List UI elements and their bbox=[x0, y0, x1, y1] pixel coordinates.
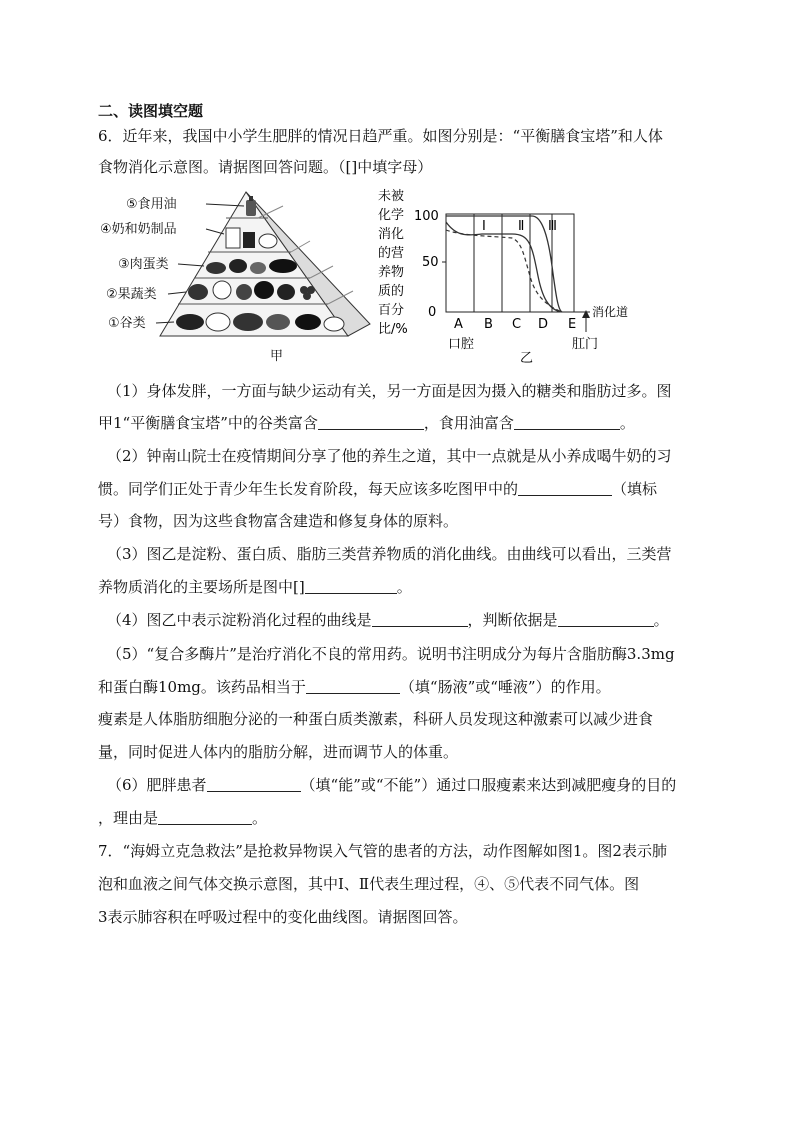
svg-text:化学: 化学 bbox=[378, 208, 405, 223]
pyramid-label-milk: ④奶和奶制品 bbox=[100, 222, 177, 237]
svg-text:的营: 的营 bbox=[378, 246, 405, 261]
answer-blank-enzyme-equivalent[interactable] bbox=[306, 679, 400, 694]
segment-e: E bbox=[568, 317, 577, 332]
answer-blank-food-level[interactable] bbox=[518, 481, 612, 496]
pyramid-label-oil: ⑤食用油 bbox=[126, 197, 177, 212]
figure-jia-caption: 甲 bbox=[270, 349, 284, 364]
food-pyramid-figure bbox=[98, 186, 380, 364]
segment-b: B bbox=[484, 317, 493, 332]
q7-line3: 3表示肺容积在呼吸过程中的变化曲线图。请据图回答。 bbox=[98, 908, 468, 926]
q6-part3-line1: （3）图乙是淀粉、蛋白质、脂肪三类营养物质的消化曲线。由曲线可以看出，三类营 bbox=[107, 545, 672, 563]
curve-label-iii: Ⅲ bbox=[548, 219, 557, 234]
q6-part1-line1: （1）身体发胖，一方面与缺少运动有关，另一方面是因为摄入的糖类和脂肪过多。图 bbox=[107, 382, 672, 400]
pyramid-label-grain: ①谷类 bbox=[108, 316, 146, 331]
curve-label-ii: Ⅱ bbox=[518, 219, 525, 234]
q6-part6-line2: ，理由是 。 bbox=[98, 809, 268, 827]
end-label-anus: 肛门 bbox=[572, 337, 599, 352]
svg-text:百分: 百分 bbox=[378, 303, 405, 318]
svg-text:消化: 消化 bbox=[378, 227, 405, 242]
figure-yi-caption: 乙 bbox=[520, 351, 534, 364]
segment-a: A bbox=[454, 317, 463, 332]
segment-c: C bbox=[512, 317, 522, 332]
start-label-mouth: 口腔 bbox=[448, 337, 475, 352]
answer-blank-digestion-site[interactable] bbox=[305, 579, 397, 594]
q6-part2-line3: 号）食物，因为这些食物富含建造和修复身体的原料。 bbox=[98, 512, 459, 530]
q6-part3-line2: 养物质消化的主要场所是图中[] 。 bbox=[98, 578, 412, 596]
ytick-0: 0 bbox=[428, 305, 437, 320]
answer-blank-reason-leptin[interactable] bbox=[158, 810, 252, 825]
pyramid-label-fruit-veg: ②果蔬类 bbox=[106, 287, 157, 302]
svg-text:养物: 养物 bbox=[378, 265, 405, 280]
q6-part1-line2: 甲1“平衡膳食宝塔”中的谷类富含 ，食用油富含 。 bbox=[98, 414, 635, 432]
section-heading: 二、读图填空题 bbox=[98, 102, 204, 120]
answer-blank-can-or-cannot[interactable] bbox=[207, 777, 301, 792]
svg-text:比/%: 比/% bbox=[378, 322, 408, 337]
curve-label-i: Ⅰ bbox=[482, 219, 486, 234]
q6-part5-line2: 和蛋白酶10mg。该药品相当于 （填“肠液”或“唾液”）的作用。 bbox=[98, 678, 611, 696]
answer-blank-starch-curve[interactable] bbox=[372, 612, 468, 627]
answer-blank-oil-nutrient[interactable] bbox=[514, 415, 620, 430]
q6-part6-line1: （6）肥胖患者 （填“能”或“不能”）通过口服瘦素来达到减肥瘦身的目的 bbox=[107, 776, 677, 794]
answer-blank-grain-nutrient[interactable] bbox=[318, 415, 424, 430]
curve-i bbox=[446, 222, 562, 312]
leptin-info-line2: 量，同时促进人体内的脂肪分解，进而调节人的体重。 bbox=[98, 743, 459, 761]
ytick-100: 100 bbox=[414, 209, 439, 224]
svg-text:质的: 质的 bbox=[378, 284, 405, 299]
axis-end-label: 消化道 bbox=[592, 305, 629, 319]
digestion-curve-figure bbox=[372, 186, 642, 364]
q6-part5-line1: （5）“复合多酶片”是治疗消化不良的常用药。说明书注明成分为每片含脂肪酶3.3mg bbox=[107, 645, 675, 663]
ytick-50: 50 bbox=[422, 255, 439, 270]
q6-part2-line2: 惯。同学们正处于青少年生长发育阶段，每天应该多吃图甲中的 （填标 bbox=[98, 480, 658, 498]
q6-part2-line1: （2）钟南山院士在疫情期间分享了他的养生之道，其中一点就是从小养成喝牛奶的习 bbox=[107, 447, 672, 465]
y-axis-label bbox=[378, 188, 408, 337]
pyramid-label-meat-egg: ③肉蛋类 bbox=[118, 257, 169, 272]
leptin-info-line1: 瘦素是人体脂肪细胞分泌的一种蛋白质类激素，科研人员发现这种激素可以减少进食 bbox=[98, 710, 654, 728]
q6-part4-line: （4）图乙中表示淀粉消化过程的曲线是 ，判断依据是 。 bbox=[107, 611, 669, 629]
q7-line1: 7．“海姆立克急救法”是抢救异物误入气管的患者的方法，动作图解如图1。图2表示肺 bbox=[98, 842, 667, 860]
segment-d: D bbox=[538, 317, 549, 332]
answer-blank-reason[interactable] bbox=[558, 612, 654, 627]
q6-stem-line2: 食物消化示意图。请据图回答问题。（[]中填字母） bbox=[98, 158, 433, 176]
q6-stem-line1: 6．近年来，我国中小学生肥胖的情况日趋严重。如图分别是：“平衡膳食宝塔”和人体 bbox=[98, 127, 663, 145]
q7-line2: 泡和血液之间气体交换示意图，其中Ⅰ、Ⅱ代表生理过程，④、⑤代表不同气体。图 bbox=[98, 875, 640, 893]
curve-ii bbox=[446, 230, 562, 312]
svg-text:未被: 未被 bbox=[378, 189, 405, 204]
